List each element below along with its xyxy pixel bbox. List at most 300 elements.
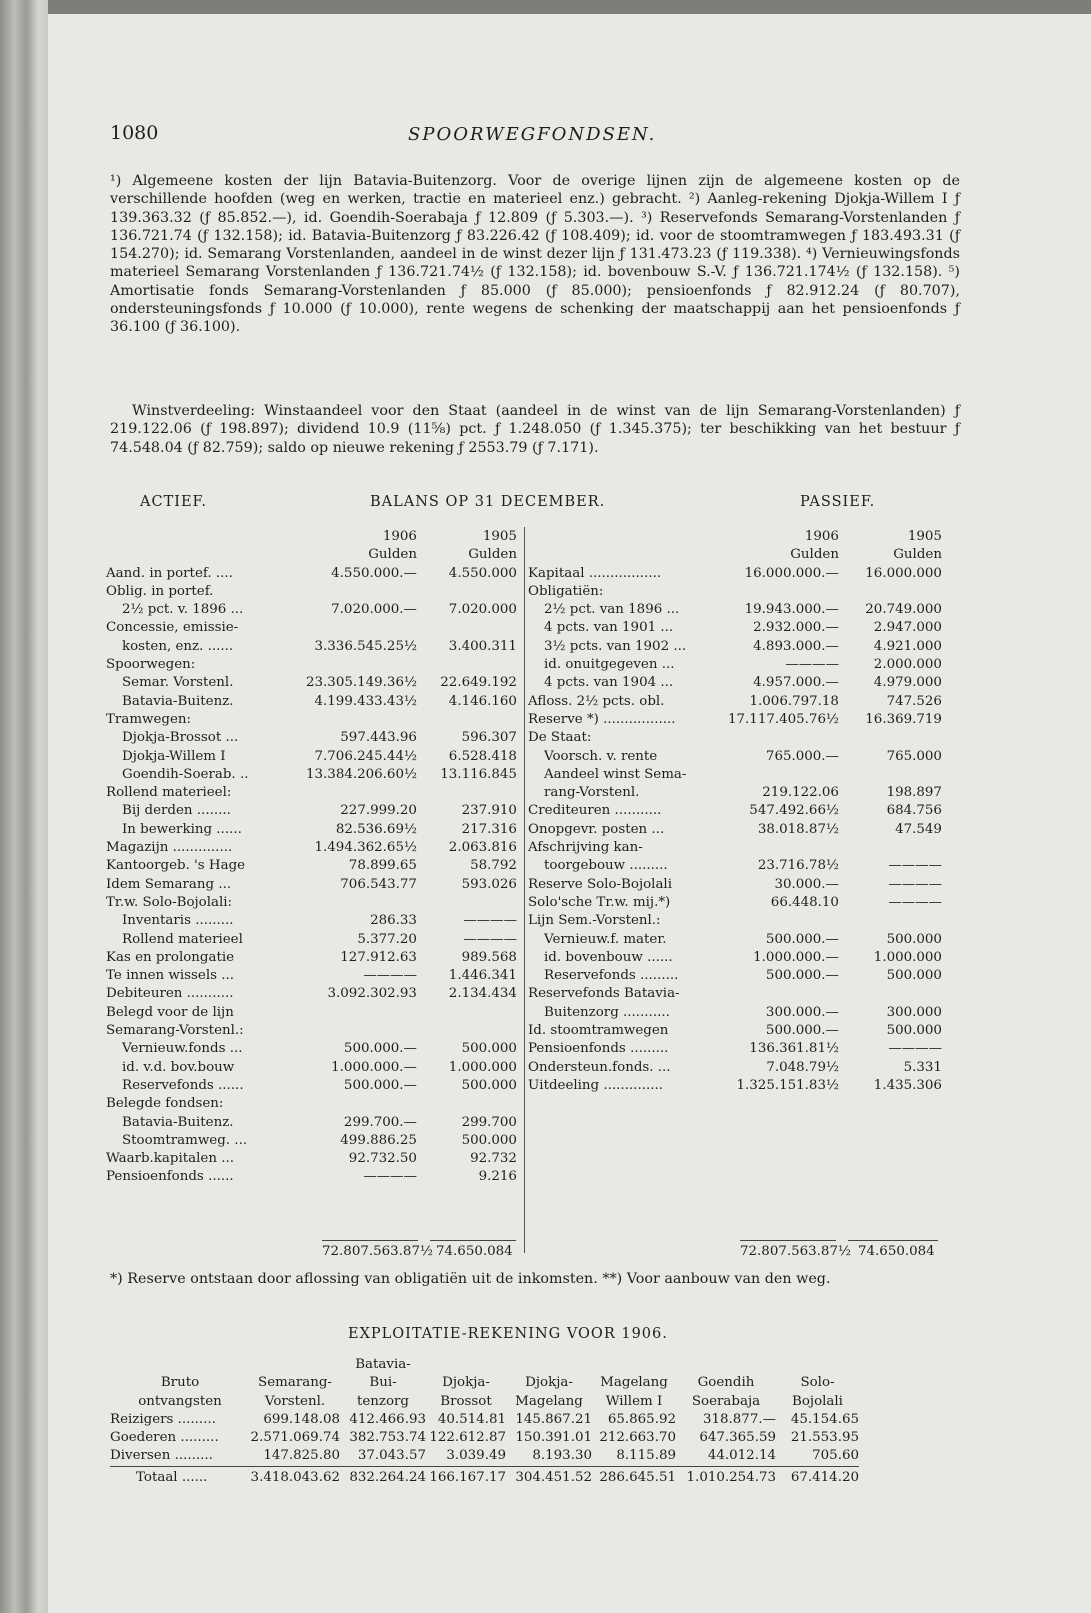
value-1905: 4.921.000 [873,638,942,654]
value-1906: 2.932.000.— [753,620,839,636]
value-1906: 547.492.66½ [749,803,839,819]
value-1905: 500.000 [886,931,942,947]
value-1905: 198.897 [886,785,942,801]
year-1905-header: 1905 [907,529,942,544]
row-label: Spoorwegen: [106,657,196,673]
row-label: Rollend materieel [122,931,243,947]
value-1905: 500.000 [461,1132,517,1148]
asset-row [106,949,517,967]
row-value: 8.193.30 [532,1448,592,1464]
liability-row [528,802,942,820]
liabilities-total-1905: 74.650.084 [858,1244,935,1259]
row-label: id. onuitgegeven ... [544,657,675,673]
liability-row [528,949,942,967]
asset-row [106,784,517,802]
exploitatie-title: EXPLOITATIE-REKENING VOOR 1906. [348,1326,668,1342]
row-label: 3½ pcts. van 1902 ... [544,638,687,654]
exploitatie-header-row-3 [110,1393,859,1411]
col-header-l3: Magelang [515,1393,583,1409]
asset-row [106,656,517,674]
value-1906: 4.893.000.— [753,638,839,654]
total-value: 286.645.51 [592,1466,676,1487]
row-label: Kantoorgeb. 's Hage [106,858,246,874]
row-label: Tramwegen: [106,711,192,727]
asset-row [106,802,517,820]
unit-1906-header: Gulden [790,547,839,563]
value-1906 [306,1095,417,1113]
value-1906: 30.000.— [774,876,839,892]
row-label: 4 pcts. van 1904 ... [544,675,674,691]
value-1906: 3.336.545.25½ [314,638,417,654]
row-value: 147.825.80 [263,1448,340,1464]
asset-row [106,674,517,692]
exploitatie-header-row-1 [110,1356,859,1374]
value-1905: 58.792 [470,858,517,874]
value-1905: 3.400.311 [448,638,517,654]
asset-row [106,967,517,985]
value-1905 [417,894,517,912]
asset-row [106,839,517,857]
assets-total-rule-1905 [430,1240,516,1241]
row-label: Obligatiën: [528,583,604,599]
assets-unit-row [106,546,517,564]
row-label: rang-Vorstenl. [544,785,640,801]
value-1906: 4.957.000.— [753,675,839,691]
col-header-l2: Bui- [369,1375,397,1391]
asset-row [106,1168,517,1186]
row-label: toorgebouw ......... [544,858,668,874]
col-header-l2: Goendih [697,1375,755,1391]
row-value: 44.012.14 [707,1448,776,1464]
assets-total-1905: 74.650.084 [436,1244,513,1259]
value-1906 [306,583,417,601]
row-label: Inventaris ......... [122,913,234,929]
unit-1905-header: Gulden [893,547,942,563]
row-value: 45.154.65 [790,1411,859,1427]
value-1906: 127.912.63 [340,949,417,965]
value-1905: 989.568 [461,949,517,965]
row-label: Djokja-Brossot ... [122,730,239,746]
value-1905: 747.526 [886,693,942,709]
col-header-l1 [776,1356,859,1374]
total-label: Totaal ...... [110,1466,250,1487]
value-1905: 237.910 [461,803,517,819]
asset-row [106,1004,517,1022]
row-label: Waarb.kapitalen ... [106,1151,234,1167]
row-value: 122.612.87 [429,1430,506,1446]
row-label: Bij derden ........ [122,803,231,819]
row-label: 2½ pct. van 1896 ... [544,602,680,618]
asset-row [106,1132,517,1150]
col-header-l1 [506,1356,592,1374]
row-label: Reizigers ......... [110,1411,216,1427]
balance-assets-heading: ACTIEF. [140,494,207,510]
value-1906: 7.706.245.44½ [314,748,417,764]
row-value: 2.571.069.74 [250,1430,340,1446]
row-label: Stoomtramweg. ... [122,1132,248,1148]
liability-row [528,1022,942,1040]
asset-row [106,931,517,949]
col-header-l1 [592,1356,676,1374]
value-1906 [728,766,839,784]
value-1906: 500.000.— [765,1023,839,1039]
value-1905 [417,784,517,802]
liability-row [528,821,942,839]
col-header-l2: Djokja- [525,1375,573,1391]
liability-row [528,583,942,601]
value-1906: 1.494.362.65½ [314,840,417,856]
value-1906: 219.122.06 [762,785,839,801]
liability-row [528,912,942,930]
row-label: Reserve *) ................. [528,711,676,727]
liability-row [528,766,942,784]
value-1905: 593.026 [461,876,517,892]
value-1906: ———— [785,657,839,673]
assets-table [106,528,517,1187]
value-1905: 500.000 [461,1041,517,1057]
value-1905: 13.116.845 [440,766,517,782]
row-label: Voorsch. v. rente [544,748,658,764]
asset-row [106,565,517,583]
asset-row [106,876,517,894]
row-value: 412.466.93 [349,1411,426,1427]
value-1905: 9.216 [478,1169,517,1185]
row-label: Oblig. in portef. [106,583,214,599]
asset-row [106,894,517,912]
liability-row [528,638,942,656]
row-label: Batavia-Buitenz. [122,1114,234,1130]
row-label: Goederen ......... [110,1430,219,1446]
value-1905 [417,1095,517,1113]
value-1906 [306,711,417,729]
liability-row [528,876,942,894]
exploitatie-total-row [110,1466,859,1487]
asset-row [106,583,517,601]
row-label: Vernieuw.f. mater. [544,931,667,947]
unit-1906-header: Gulden [368,547,417,563]
row-label: Concessie, emissie- [106,620,239,636]
value-1905 [839,766,942,784]
row-label: Djokja-Willem I [122,748,226,764]
asset-row [106,1114,517,1132]
value-1905: 20.749.000 [865,602,942,618]
asset-row [106,619,517,637]
value-1906 [306,656,417,674]
value-1905: 300.000 [886,1004,942,1020]
value-1906: 499.886.25 [340,1132,417,1148]
liabilities-unit-row [528,546,942,564]
value-1906: 7.048.79½ [766,1059,839,1075]
row-value: 318.877.— [702,1411,776,1427]
exploitatie-header-row-2 [110,1374,859,1392]
asset-row [106,601,517,619]
reserve-footnote-text: *) Reserve ontstaan door aflossing van obligatiën uit de inkomsten. **) Voor aanbouw van den weg. [110,1271,831,1287]
row-value: 699.148.08 [263,1411,340,1427]
value-1906: 1.325.151.83½ [736,1077,839,1093]
page-number: 1080 [110,122,159,144]
liability-row [528,693,942,711]
liability-row [528,894,942,912]
exploitatie-row [110,1447,859,1466]
asset-row [106,1022,517,1040]
liability-row [528,656,942,674]
liabilities-total-1906: 72.807.563.87½ [740,1244,851,1259]
value-1906: 299.700.— [343,1114,417,1130]
value-1905: ———— [888,894,942,910]
value-1906 [728,583,839,601]
value-1905: 22.649.192 [440,675,517,691]
liability-row [528,674,942,692]
asset-row [106,985,517,1003]
value-1905: 5.331 [903,1059,942,1075]
row-label: Vernieuw.fonds ... [122,1041,243,1057]
value-1905: 16.000.000 [865,565,942,581]
profit-distribution-paragraph [110,402,960,457]
value-1906: 92.732.50 [348,1151,417,1167]
value-1906: 38.018.87½ [757,821,839,837]
liability-row [528,857,942,875]
value-1905: ———— [463,913,517,929]
row-label: Afloss. 2½ pcts. obl. [528,693,665,709]
row-label: Rollend materieel: [106,785,232,801]
year-1906-header: 1906 [804,529,839,544]
asset-row [106,821,517,839]
assets-total-1906: 72.807.563.87½ [322,1244,433,1259]
asset-row [106,748,517,766]
col-header-l2: Magelang [600,1375,668,1391]
value-1906: 136.361.81½ [749,1041,839,1057]
value-1905: 4.146.160 [448,693,517,709]
value-1905: 16.369.719 [865,711,942,727]
row-value: 37.043.57 [357,1448,426,1464]
value-1905 [417,583,517,601]
row-label: Debiteuren ........... [106,986,234,1002]
value-1905: 500.000 [886,968,942,984]
col-header-l1: Batavia- [355,1357,411,1372]
value-1905: 4.550.000 [448,565,517,581]
footnotes-text: ¹) Algemeene kosten der lijn Batavia-Buitenzorg. Voor de overige lijnen zijn de algemeene kosten op de verschillende hoofden (weg en werken, tractie en materieel enz.) gebracht. ²) Aanleg-rekening Djokja-Willem I ƒ 139.363.32 (ƒ 85.852.—), id. Goendih-Soerabaja ƒ 12.809 (ƒ 5.303.—). ³) Reservefonds Semarang-Vorstenlanden ƒ 136.721.74 (ƒ 132.158); id. Batavia-Buitenzorg ƒ 83.226.42 (ƒ 108.409); id. voor de stoomtramwegen ƒ 183.493.31 (ƒ 154.270); id. Semarang Vorstenlanden, aandeel in de winst dezer lijn ƒ 131.473.23 (ƒ 119.338). ⁴) Vernieuwingsfonds materieel Semarang Vorstenlanden ƒ 136.721.74½ (ƒ 132.158); id. bovenbouw S.-V. ƒ 136.721.174½ (ƒ 132.158). ⁵) Amortisatie fonds Semarang-Vorstenlanden ƒ 85.000 (ƒ 85.000); pensioenfonds ƒ 82.912.24 (ƒ 80.707), ondersteuningsfonds ƒ 10.000 (ƒ 10.000), rente wegens de schenking der maatschappij aan het pensioenfonds ƒ 36.100 (ƒ 36.100). [110,173,960,336]
liability-row [528,784,942,802]
row-label: kosten, enz. ...... [122,638,234,654]
reserve-footnote [110,1270,960,1288]
col-header-l2: Djokja- [442,1375,490,1391]
value-1906 [728,729,839,747]
value-1906 [306,619,417,637]
exploitatie-row [110,1411,859,1429]
liability-row [528,601,942,619]
balance-liabilities-heading: PASSIEF. [800,494,876,510]
value-1906 [728,912,839,930]
value-1905 [839,912,942,930]
row-label: Uitdeeling .............. [528,1077,663,1093]
bruto-label: Bruto [160,1375,200,1391]
col-header-l1 [426,1356,506,1374]
row-label: Aand. in portef. .... [106,565,233,581]
value-1906 [728,839,839,857]
row-label: id. v.d. bov.bouw [122,1059,235,1075]
value-1905: 1.446.341 [448,968,517,984]
value-1905: ———— [463,931,517,947]
total-value: 166.167.17 [426,1466,506,1487]
row-label: Kapitaal ................. [528,565,662,581]
value-1906: 500.000.— [765,931,839,947]
balance-title: BALANS OP 31 DECEMBER. [370,494,606,510]
liability-row [528,619,942,637]
liability-row [528,565,942,583]
value-1906 [306,894,417,912]
total-value: 67.414.20 [776,1466,859,1487]
value-1905: ———— [888,1041,942,1057]
col-header-l1 [676,1356,776,1374]
value-1906: 17.117.405.76½ [728,711,839,727]
col-header-l1 [250,1356,340,1374]
liability-row [528,1059,942,1077]
row-value: 8.115.89 [616,1448,676,1464]
col-header-l3: Vorstenl. [264,1393,326,1409]
row-label: Pensioenfonds ...... [106,1169,234,1185]
value-1906: 13.384.206.60½ [306,766,417,782]
total-value: 304.451.52 [506,1466,592,1487]
total-value: 832.264.24 [340,1466,426,1487]
asset-row [106,638,517,656]
value-1906: ———— [363,1169,417,1185]
value-1906: 286.33 [370,913,417,929]
row-label: Batavia-Buitenz. [122,693,234,709]
liabilities-table [528,528,942,1095]
unit-1905-header: Gulden [468,547,517,563]
value-1906: 19.943.000.— [744,602,839,618]
row-value: 647.365.59 [699,1430,776,1446]
value-1905: 1.000.000 [873,949,942,965]
value-1906: 500.000.— [343,1077,417,1093]
row-label: Reserve Solo-Bojolali [528,876,673,892]
value-1905 [417,619,517,637]
value-1905: 2.063.816 [448,840,517,856]
value-1905: 684.756 [886,803,942,819]
row-value: 382.753.74 [349,1430,426,1446]
asset-row [106,912,517,930]
value-1906: 78.899.65 [348,858,417,874]
row-value: 3.039.49 [446,1448,506,1464]
liability-row [528,967,942,985]
value-1905: 500.000 [461,1077,517,1093]
value-1905 [839,985,942,1003]
value-1906: 597.443.96 [340,730,417,746]
row-value: 65.865.92 [607,1411,676,1427]
value-1905 [417,1022,517,1040]
asset-row [106,1040,517,1058]
value-1906: 66.448.10 [770,894,839,910]
value-1905: 2.947.000 [873,620,942,636]
row-label: Lijn Sem.-Vorstenl.: [528,913,661,929]
value-1905: 47.549 [895,821,942,837]
row-label: id. bovenbouw ...... [544,949,673,965]
row-label: Semar. Vorstenl. [122,675,234,691]
liabilities-year-row [528,528,942,546]
row-label: Belegd voor de lijn [106,1004,234,1020]
value-1906 [306,784,417,802]
value-1905: 7.020.000 [448,602,517,618]
exploitatie-table [110,1356,859,1487]
value-1905: 1.000.000 [448,1059,517,1075]
value-1905 [417,656,517,674]
year-1906-header: 1906 [382,529,417,544]
row-label: Pensioenfonds ......... [528,1041,669,1057]
scan-binding-edge [0,0,48,1613]
value-1905: ———— [888,876,942,892]
liabilities-total-rule-1905 [848,1240,938,1241]
row-label: Magazijn .............. [106,840,233,856]
assets-year-row [106,528,517,546]
value-1906 [306,1022,417,1040]
row-label: Reservefonds ...... [122,1077,244,1093]
liability-row [528,711,942,729]
row-value: 150.391.01 [515,1430,592,1446]
row-label: De Staat: [528,730,592,746]
row-label: 4 pcts. van 1901 ... [544,620,674,636]
value-1905 [839,839,942,857]
value-1906: 16.000.000.— [744,565,839,581]
col-header-l3: Willem I [605,1393,663,1409]
value-1905: 596.307 [461,730,517,746]
balance-divider-line [524,527,525,1253]
col-header-l2: Semarang- [258,1375,332,1391]
row-label: Belegde fondsen: [106,1096,224,1112]
total-value: 1.010.254.73 [676,1466,776,1487]
col-header-l3: Soerabaja [691,1393,761,1409]
liabilities-total-rule-1906 [740,1240,836,1241]
liability-row [528,1077,942,1095]
liability-row [528,985,942,1003]
value-1905 [839,583,942,601]
liability-row [528,931,942,949]
value-1905: 4.979.000 [873,675,942,691]
value-1905: 2.000.000 [873,657,942,673]
row-value: 212.663.70 [599,1430,676,1446]
asset-row [106,1059,517,1077]
row-label: Reservefonds ......... [544,968,679,984]
row-label: Ondersteun.fonds. ... [528,1059,671,1075]
value-1906: 5.377.20 [357,931,417,947]
value-1906: 1.000.000.— [753,949,839,965]
value-1906: 500.000.— [343,1041,417,1057]
row-label: Reservefonds Batavia- [528,986,680,1002]
asset-row [106,857,517,875]
value-1906: 1.000.000.— [331,1059,417,1075]
value-1906: 23.716.78½ [757,858,839,874]
row-value: 40.514.81 [437,1411,506,1427]
value-1906 [728,985,839,1003]
col-header-l2: Solo- [800,1375,835,1391]
value-1906: 23.305.149.36½ [306,675,417,691]
value-1906: 82.536.69½ [335,821,417,837]
asset-row [106,693,517,711]
value-1906: 227.999.20 [340,803,417,819]
asset-row [106,766,517,784]
value-1906: 3.092.302.93 [327,986,417,1002]
value-1906: 706.543.77 [340,876,417,892]
liability-row [528,1004,942,1022]
asset-row [106,1150,517,1168]
assets-total-rule-1906 [322,1240,418,1241]
row-label: Crediteuren ........... [528,803,662,819]
value-1905 [417,711,517,729]
value-1905 [417,1004,517,1022]
row-label: Afschrijving kan- [528,840,643,856]
row-label: Onopgevr. posten ... [528,821,665,837]
row-label: Kas en prolongatie [106,949,235,965]
value-1906: 4.550.000.— [331,565,417,581]
